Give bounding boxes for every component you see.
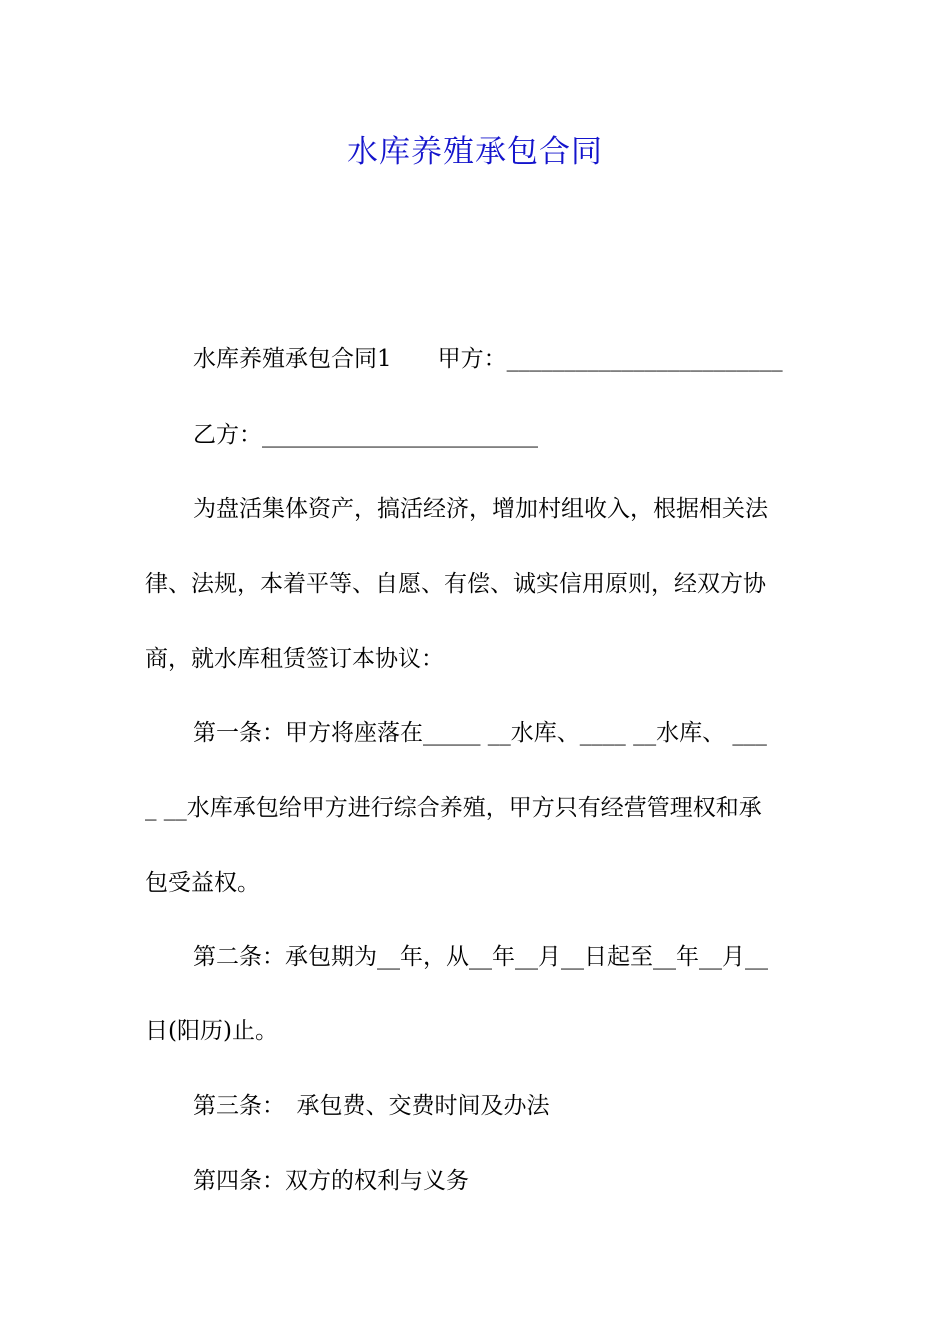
party-b-line: 乙方：________________________ [193,422,538,448]
article-2-line-2: 日(阳历)止。 [145,1018,278,1044]
preamble-line-2: 律、法规，本着平等、自愿、有偿、诚实信用原则，经双方协 [145,571,766,597]
article-1-line-1: 第一条：甲方将座落在_____ __水库、____ __水库、 ___ [193,720,767,746]
contract-heading-party-a: 水库养殖承包合同1 甲方：________________________ [193,346,783,372]
preamble-line-3: 商，就水库租赁签订本协议： [145,646,444,672]
article-2-line-1: 第二条：承包期为__年，从__年__月__日起至__年__月__ [193,944,768,970]
article-1-line-2: _ __水库承包给甲方进行综合养殖，甲方只有经营管理权和承 [145,795,762,821]
article-3-line: 第三条： 承包费、交费时间及办法 [193,1093,550,1119]
preamble-line-1: 为盘活集体资产，搞活经济，增加村组收入，根据相关法 [193,496,768,522]
document-title: 水库养殖承包合同 [347,134,603,170]
article-4-line: 第四条：双方的权利与义务 [193,1168,469,1194]
article-1-line-3: 包受益权。 [145,870,260,896]
